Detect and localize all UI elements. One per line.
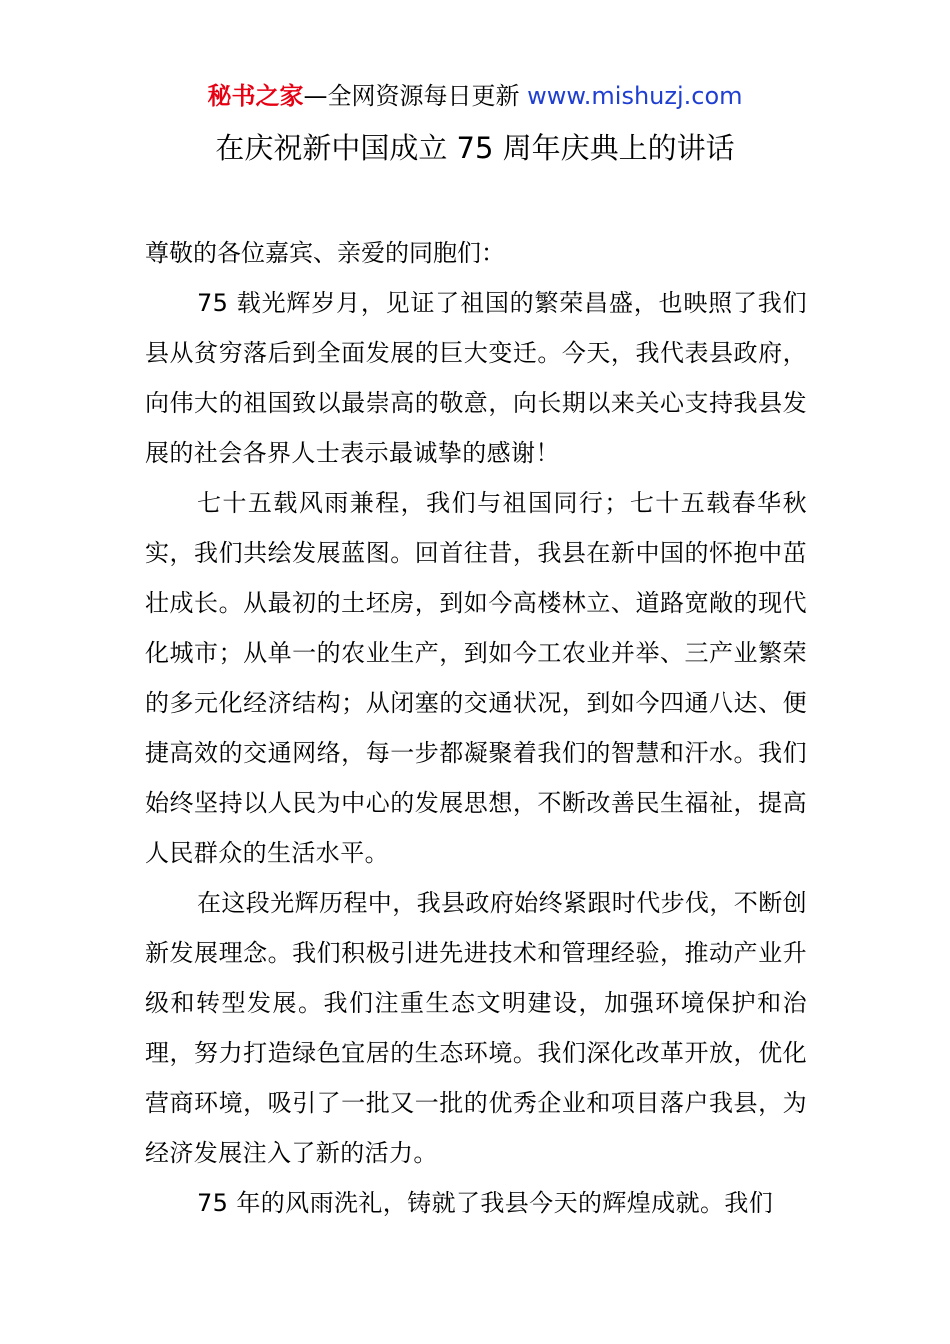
- site-header: [0, 80, 950, 112]
- paragraph-4: 75 年的风雨洗礼，铸就了我县今天的辉煌成就。我们: [197, 1189, 774, 1217]
- site-tagline: —全网资源每日更新: [303, 82, 528, 110]
- salutation: 尊敬的各位嘉宾、亲爱的同胞们：: [145, 239, 505, 267]
- document-title: 在庆祝新中国成立 75 周年庆典上的讲话: [215, 131, 735, 165]
- paragraph-1: 75 载光辉岁月，见证了祖国的繁荣昌盛，也映照了我们县从贫穷落后到全面发展的巨大变迁。今天，我代表县政府，向伟大的祖国致以最崇高的敬意，向长期以来关心支持我县发展的社会各界人士表示最诚挚的感谢！: [145, 289, 807, 467]
- document-body: [145, 228, 807, 1228]
- site-url-link[interactable]: www.mishuzj.com: [527, 82, 743, 110]
- brand-name: 秘书之家: [207, 82, 304, 110]
- paragraph-3: 在这段光辉历程中，我县政府始终紧跟时代步伐，不断创新发展理念。我们积极引进先进技术和管理经验，推动产业升级和转型发展。我们注重生态文明建设，加强环境保护和治理，努力打造绿色宜居的生态环境。我们深化改革开放，优化营商环境，吸引了一批又一批的优秀企业和项目落户我县，为经济发展注入了新的活力。: [145, 889, 807, 1167]
- paragraph-2: 七十五载风雨兼程，我们与祖国同行；七十五载春华秋实，我们共绘发展蓝图。回首往昔，我县在新中国的怀抱中茁壮成长。从最初的土坯房，到如今高楼林立、道路宽敞的现代化城市；从单一的农业生产，到如今工农业并举、三产业繁荣的多元化经济结构；从闭塞的交通状况，到如今四通八达、便捷高效的交通网络，每一步都凝聚着我们的智慧和汗水。我们始终坚持以人民为中心的发展思想，不断改善民生福祉，提高人民群众的生活水平。: [145, 489, 807, 867]
